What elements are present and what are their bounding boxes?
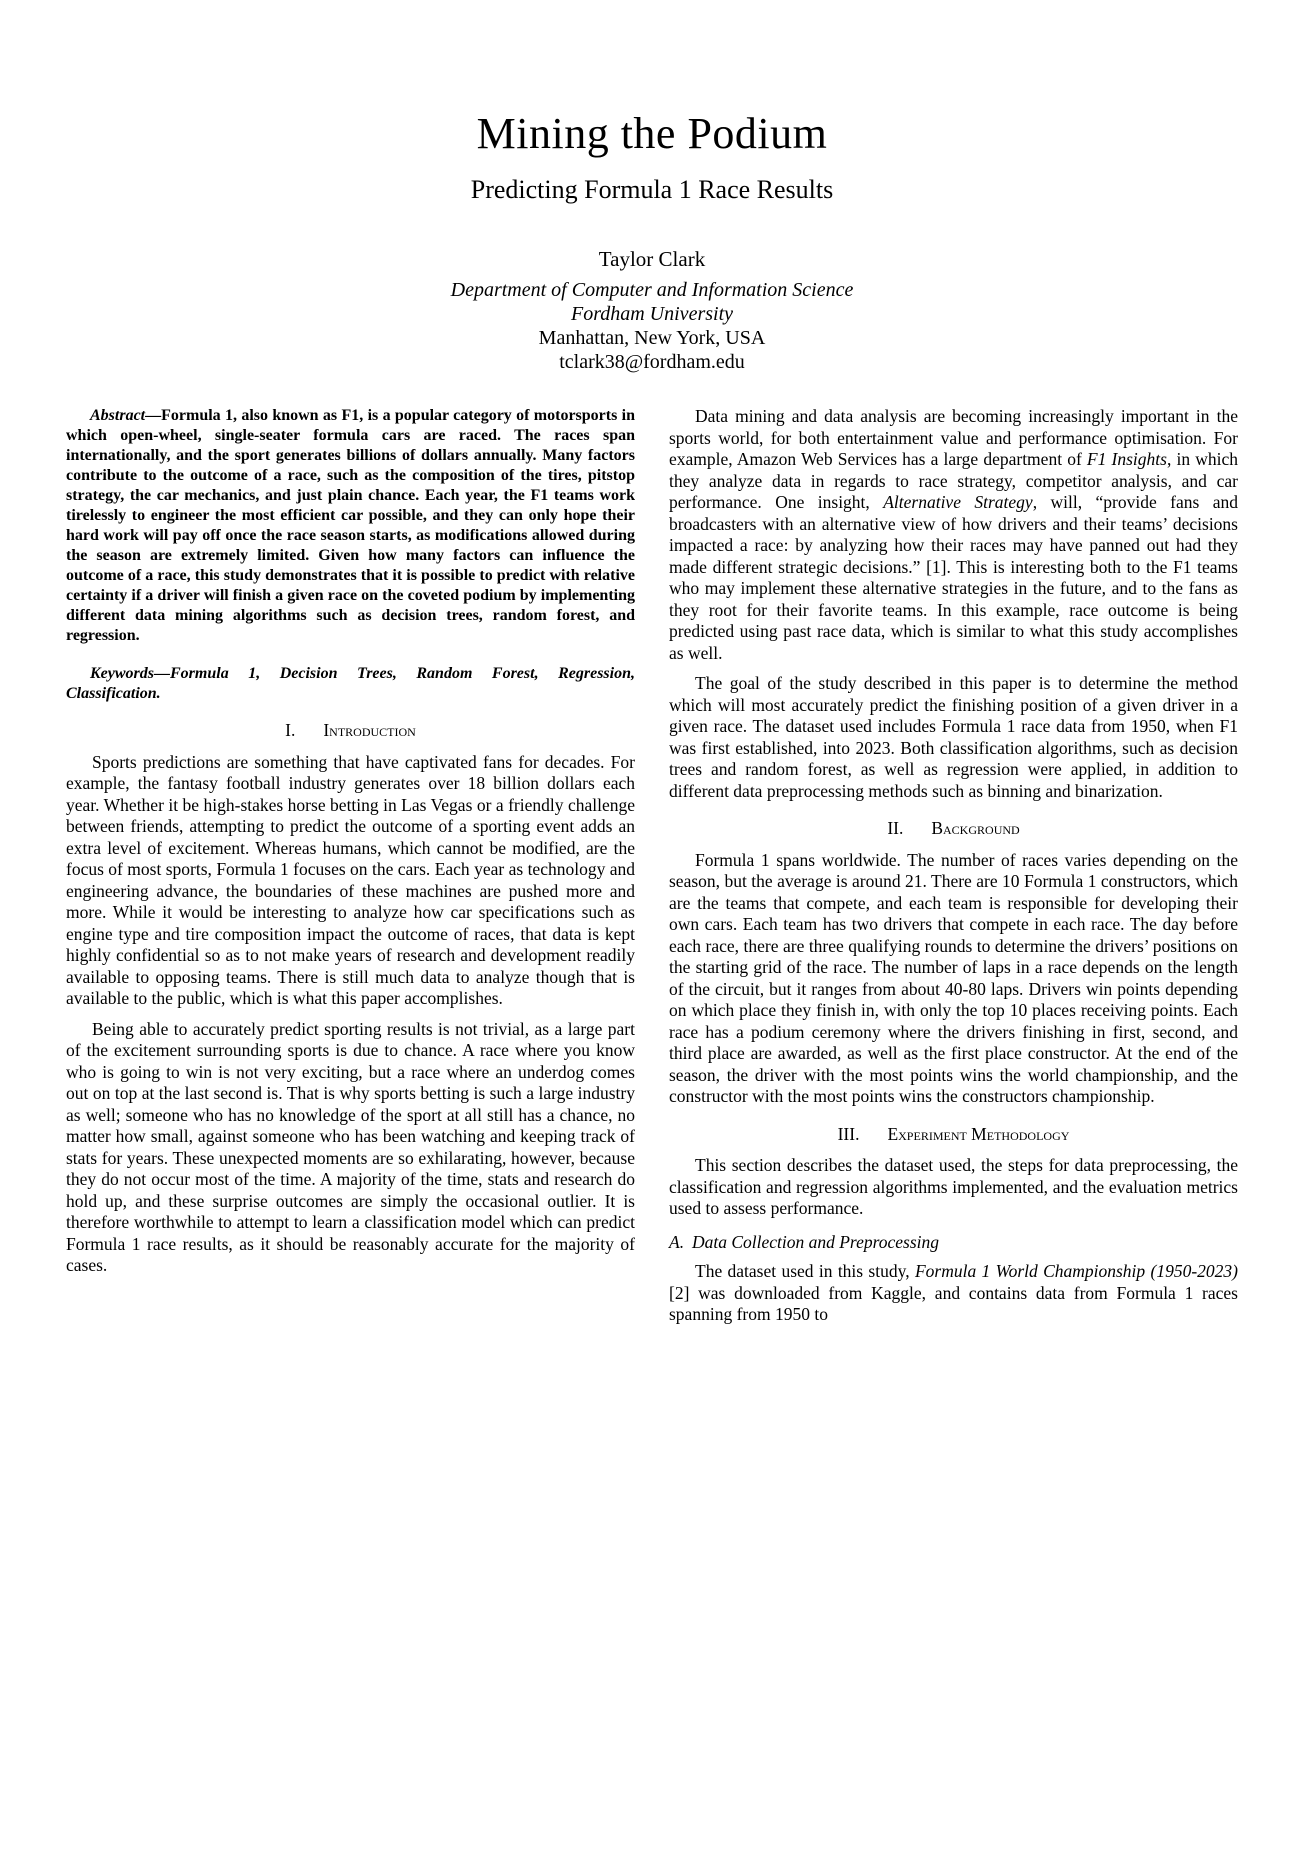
keywords-dash: — [154, 665, 170, 682]
paragraph-text: Data mining and data analysis are becoming increasingly important in the sports world, for both entertainment value and performance optimisation. For example, Amazon Web Services has a large department of [669, 406, 1238, 469]
section-number: I. [285, 720, 296, 740]
italic-term-dataset-title: Formula 1 World Championship (1950-2023) [914, 1261, 1238, 1281]
abstract-label: Abstract [90, 407, 146, 424]
abstract [66, 406, 635, 646]
subsection-label: A. [669, 1231, 685, 1252]
author-block [66, 247, 1238, 374]
author-name: Taylor Clark [598, 247, 706, 271]
section-title: Background [931, 818, 1020, 838]
author-email: tclark38@fordham.edu [559, 351, 745, 373]
author-university: Fordham University [570, 303, 733, 325]
section-title: Introduction [323, 720, 416, 740]
title-block [66, 108, 1238, 374]
author-department: Department of Computer and Information Science [450, 279, 854, 301]
intro-paragraph-4: The goal of the study described in this paper is to determine the method which will most accurately predict the finishing position of a given driver in a given race. The dataset used includes Formula 1 race data from 1950, when F1 was first established, into 2023. Both classification algorithms, such as decision trees and random forest, as well as regression were applied, in addition to different data preprocessing methods such as binning and binarization. [669, 673, 1238, 801]
background-paragraph-1: Formula 1 spans worldwide. The number of races varies depending on the season, but the average is around 21. There are 10 Formula 1 constructors, which are the teams that compete, and each team is responsible for developing their own cars. Each team has two drivers that compete in each race. The day before each race, there are three qualifying rounds to determine the drivers’ positions on the starting grid of the race. The number of laps in a race depends on the length of the circuit, but it ranges from about 40-80 laps. Drivers win points depending on which place they finish in, with only the top 10 places receiving points. Each race has a podium ceremony where the drivers finishing in first, second, and third place are awarded, as well as the first place constructor. At the end of the season, the driver with the most points wins the world championship, and the constructor with the most points wins the constructors championship. [669, 849, 1238, 1106]
keywords-text: Formula 1, Decision Trees, Random Forest, Regression, Classification. [66, 665, 635, 702]
italic-term-f1-insights: F1 Insights [1086, 449, 1167, 469]
section-title: Experiment Methodology [887, 1123, 1070, 1144]
section-heading-methodology [669, 1124, 1238, 1146]
paper-title: Mining the Podium [476, 109, 828, 158]
subsection-a-paragraph-1 [669, 1261, 1238, 1326]
section-number: III. [837, 1123, 860, 1144]
intro-paragraph-1: Sports predictions are something that have captivated fans for decades. For example, the fantasy football industry generates over 18 billion dollars each year. Whether it be high-stakes horse betting in Las Vegas or a friendly challenge between friends, attempting to predict the outcome of a sporting event adds an extra level of excitement. Whereas humans, which cannot be modified, are the focus of most sports, Formula 1 focuses on the cars. Each year as technology and engineering advance, the boundaries of these machines are pushed more and more. While it would be interesting to analyze how car specifications such as engine type and tire composition impact the outcome of races, that data is kept highly confidential so as to not make years of research and development readily available to opposing teams. There is still much data to analyze though that is available to the public, which is what this paper accomplishes. [66, 751, 635, 1008]
subsection-title: Data Collection and Preprocessing [691, 1231, 940, 1252]
keywords [66, 664, 635, 704]
paragraph-text: [2] was downloaded from Kaggle, and contains data from Formula 1 races spanning from 1950 to [669, 1282, 1238, 1324]
right-column [669, 406, 1238, 1335]
left-column [66, 406, 635, 1286]
author-location: Manhattan, New York, USA [538, 327, 766, 349]
italic-term-alternative-strategy: Alternative Strategy [883, 492, 1033, 512]
intro-paragraph-2: Being able to accurately predict sporting results is not trivial, as a large part of the excitement surrounding sports is due to chance. A race where you know who is going to win is not very exciting, but a race where an underdog comes out on top at the last second is. That is why sports betting is such a large industry as well; someone who has no knowledge of the sport at all still has a chance, no matter how small, against someone who has been watching and keeping track of stats for years. These unexpected moments are so exhilarating, however, because they do not occur most of the time. A majority of the time, stats and research do hold up, and these surprise outcomes are simply the occasional outlier. It is therefore worthwhile to attempt to learn a classification model which can predict Formula 1 race results, as it should be reasonably accurate for the majority of cases. [66, 1018, 635, 1275]
methodology-paragraph-1: This section describes the dataset used, the steps for data preprocessing, the classification and regression algorithms implemented, and the evaluation metrics used to assess performance. [669, 1155, 1238, 1218]
section-number: II. [887, 818, 904, 838]
subsection-heading-a [669, 1232, 1238, 1254]
abstract-text: Formula 1, also known as F1, is a popular category of motorsports in which open-wheel, single-seater formula cars are raced. The races span internationally, and the sport generates billions of dollars annually. Many factors contribute to the outcome of a race, such as the composition of the tires, pitstop strategy, the car mechanics, and just plain chance. Each year, the F1 teams work tirelessly to engineer the most efficient car possible, and they can only hope their hard work will pay off once the race season starts, as modifications allowed during the season are extremely limited. Given how many factors can influence the outcome of a race, this study demonstrates that it is possible to predict with relative certainty if a driver will finish a given race on the coveted podium by implementing different data mining algorithms such as decision trees, random forest, and regression. [66, 407, 635, 644]
keywords-label: Keywords [90, 665, 154, 682]
section-heading-background [669, 818, 1238, 840]
two-column-body [66, 406, 1238, 1335]
paragraph-text: The dataset used in this study, [695, 1261, 915, 1281]
paragraph-text: , will, “provide fans and broadcasters with an alternative view of how drivers and their teams’ decisions impacted a race: by analyzing how their races may have panned out had they made different strategic decisions.” [1]. This is interesting both to the F1 teams who may implement these alternative strategies in the future, and to the fans as they root for their favorite teams. In this example, race outcome is being predicted using past race data, which is similar to what this study accomplishes as well. [669, 492, 1239, 663]
paragraph-text: , in which they analyze data in regards to race strategy, competitor analysis, and car performance. One insight, [669, 449, 1238, 512]
paper-subtitle: Predicting Formula 1 Race Results [470, 175, 834, 204]
abstract-dash: — [145, 407, 162, 424]
section-heading-introduction [66, 720, 635, 742]
intro-paragraph-3 [669, 406, 1238, 664]
